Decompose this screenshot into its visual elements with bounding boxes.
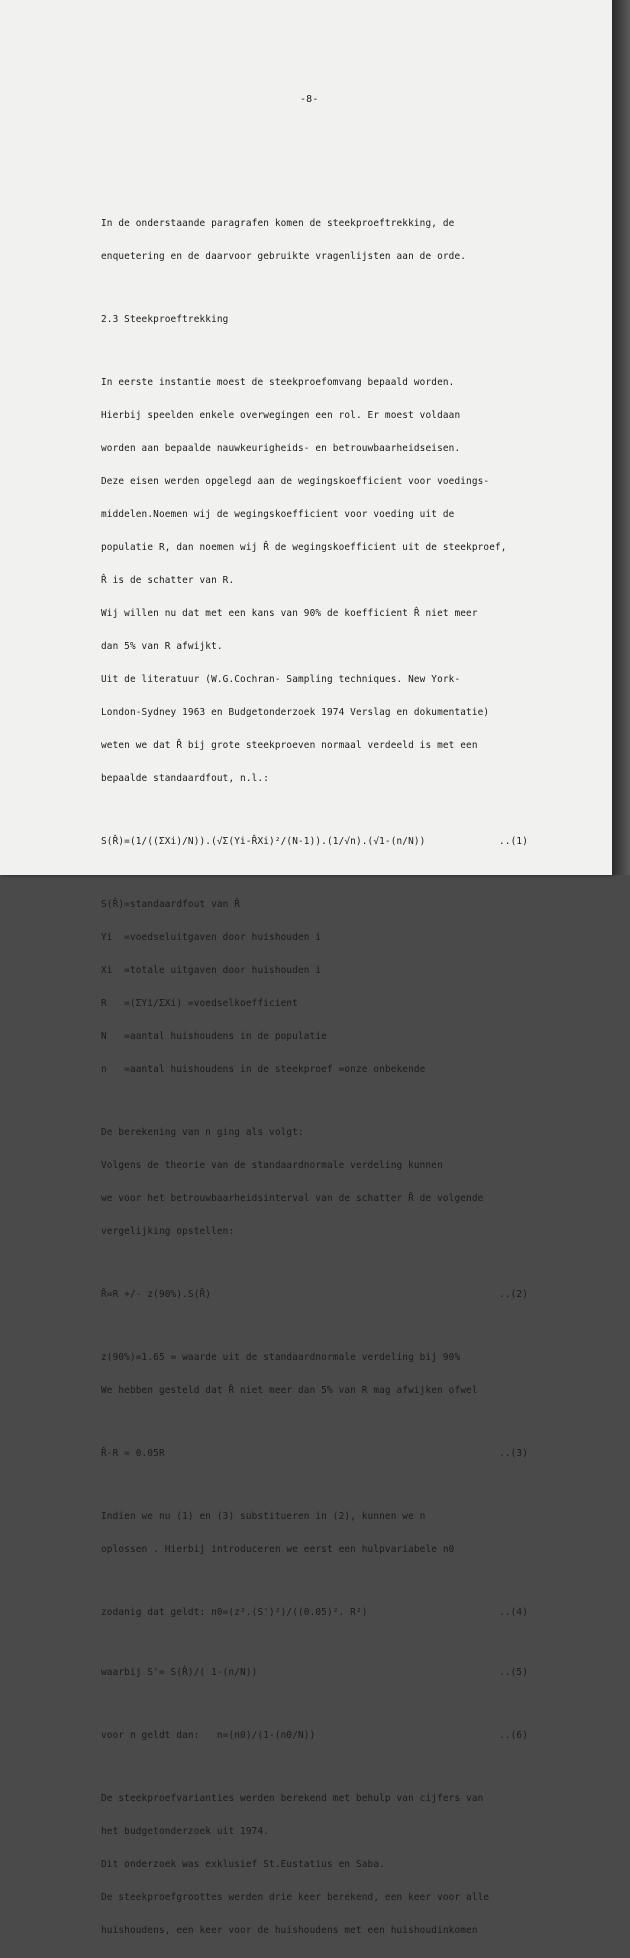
text-line: huishoudens, een keer voor de huishoudens met een huishoudinkomen [101,1925,478,1936]
text-line: In de onderstaande paragrafen komen de steekproeftrekking, de [101,218,455,229]
definition-line: Yi =voedseluitgaven door huishouden i [101,932,322,943]
definition-line: n =aantal huishoudens in de steekproef =onze onbekende [101,1064,426,1075]
text-line: R̂ is de schatter van R. [101,575,235,586]
text-line: We hebben gesteld dat R̂ niet meer dan 5% van R mag afwijken ofwel [101,1385,478,1396]
formula-ref: ..(3) [499,1448,528,1459]
page-edge-shadow [612,0,630,875]
definition-line: Xi =totale uitgaven door huishouden i [101,965,322,976]
definition-line: N =aantal huishoudens in de populatie [101,1031,327,1042]
formula-ref: ..(4) [499,1607,528,1618]
text-line: Indien we nu (1) en (3) substitueren in (2), kunnen we n [101,1511,426,1522]
text-line: Wij willen nu dat met een kans van 90% de koefficient R̂ niet meer [101,608,478,619]
definition-line: S(R̂)=standaardfout van R̂ [101,899,241,910]
text-line: middelen.Noemen wij de wegingskoefficient voor voeding uit de [101,509,455,520]
text-line: dan 5% van R afwijkt. [101,641,223,652]
text-line: vergelijking opstellen: [101,1226,235,1237]
text-line: z(90%)=1.65 = waarde uit de standaardnormale verdeling bij 90% [101,1352,461,1363]
text-line: we voor het betrouwbaarheidsinterval van de schatter R̂ de volgende [101,1193,484,1204]
text-line: Volgens de theorie van de standaardnormale verdeling kunnen [101,1160,443,1171]
formula-6 [101,1730,528,1741]
text-line: populatie R, dan noemen wij R̂ de wegingskoefficient uit de steekproef, [101,542,507,553]
text-line: Deze eisen werden opgelegd aan de wegingskoefficient voor voedings- [101,476,490,487]
text-line: bepaalde standaardfout, n.l.: [101,773,270,784]
formula-text: S(R̂)=(1/((ΣXi)/N)).(√Σ(Yi-R̂Xi)²/(N-1)).(1/√n).(√1-(n/N)) [101,836,426,847]
formula-text: zodanig dat geldt: n0=(z².(S')²)/((0.05)². R²) [101,1607,368,1618]
text-line: Uit de literatuur (W.G.Cochran- Sampling techniques. New York- [101,674,461,685]
text-line: enquetering en de daarvoor gebruikte vragenlijsten aan de orde. [101,251,467,262]
text-line: Hierbij speelden enkele overwegingen een rol. Er moest voldaan [101,410,461,421]
formula-5 [101,1667,528,1678]
text-line: London-Sydney 1963 en Budgetonderzoek 1974 Verslag en dokumentatie) [101,707,490,718]
formula-ref: ..(2) [499,1289,528,1300]
text-line: De steekproefgroottes werden drie keer berekend, een keer voor alle [101,1892,490,1903]
text-line: De steekproefvarianties werden berekend met behulp van cijfers van [101,1793,484,1804]
text-line: het budgetonderzoek uit 1974. [101,1826,270,1837]
formula-text: voor n geldt dan: n=(n0)/(1-(n0/N)) [101,1730,316,1741]
text-line: weten we dat R̂ bij grote steekproeven normaal verdeeld is met een [101,740,478,751]
formula-2 [101,1289,528,1300]
formula-1 [101,836,528,847]
text-line: De berekening van n ging als volgt: [101,1127,304,1138]
formula-ref: ..(1) [499,836,528,847]
formula-ref: ..(6) [499,1730,528,1741]
formula-text: R̂=R +/- z(90%).S(R̂) [101,1289,212,1300]
formula-3 [101,1448,528,1459]
section-heading: 2.3 Steekproeftrekking [101,314,229,325]
page-number: -8- [300,94,319,105]
formula-text: R̂-R = 0.05R [101,1448,165,1459]
text-line: Dit onderzoek was exklusief St.Eustatius en Saba. [101,1859,385,1870]
formula-4 [101,1607,528,1618]
intro-paragraph [101,196,528,1958]
formula-text: waarbij S'= S(R̂)/( 1-(n/N)) [101,1667,258,1678]
text-line: In eerste instantie moest de steekproefomvang bepaald worden. [101,377,455,388]
definition-line: R =(ΣYi/ΣXi) =voedselkoefficient [101,998,299,1009]
text-line: worden aan bepaalde nauwkeurigheids- en betrouwbaarheidseisen. [101,443,461,454]
text-line: oplossen . Hierbij introduceren we eerst een hulpvariabele n0 [101,1544,455,1555]
formula-ref: ..(5) [499,1667,528,1678]
